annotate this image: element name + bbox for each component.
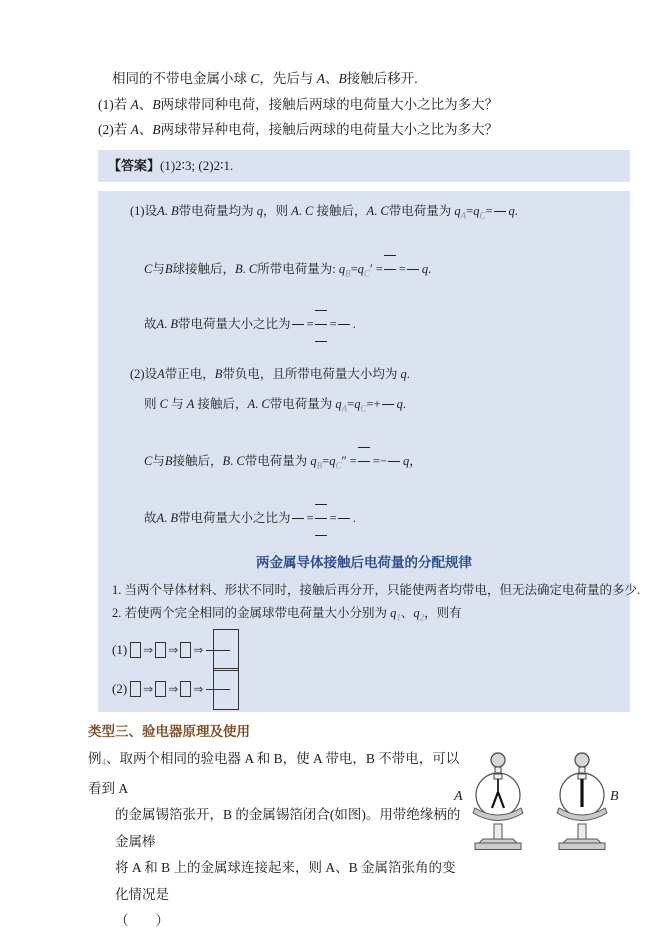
equation-diagram-1: [112, 628, 239, 672]
example-line-1-text: 、取两个相同的验电器 A 和 B，使 A 带电，B 不带电，可以看到 A: [88, 751, 460, 796]
fraction-bar: [291, 512, 307, 522]
fraction-bar: [383, 263, 399, 273]
double-arrow-icon: ⇒: [193, 643, 204, 657]
answer-bracket-slot: （ ）: [115, 913, 169, 928]
solution-line: (2)设A带正电，B带负电，且所带电荷量大小均为 q.: [130, 367, 410, 381]
electroscope-b-icon: [538, 750, 630, 853]
example-line-1: [88, 746, 468, 802]
diagram-label: (2): [112, 681, 128, 696]
intro-line: 相同的不带电金属小球 C，先后与 A、B接触后移开.: [112, 71, 418, 86]
example-number: 4: [101, 757, 106, 767]
fraction-bar: [406, 263, 422, 273]
solution-panel: [98, 191, 641, 712]
solution-line: (1)设A. B带电荷量均为 q，则 A. C 接触后，A. C带电荷量为 $q_A=q_C= q$.: [130, 204, 518, 221]
fraction-bar: [357, 455, 373, 465]
double-arrow-icon: ⇒: [143, 643, 154, 657]
electroscope-figures: [450, 750, 655, 855]
equation-placeholder-box: [180, 642, 191, 658]
fraction-bar: [314, 318, 330, 328]
answer-text: (1)2∶3; (2)2∶1.: [160, 158, 234, 173]
equation-placeholder-box: [155, 642, 166, 658]
fraction-bar: [387, 455, 403, 465]
electroscope-b-label: B: [610, 789, 619, 804]
solution-line: 故A. B带电荷量大小之比为 = = .: [144, 317, 356, 331]
type3-heading: 类型三、验电器原理及使用: [88, 724, 250, 739]
solution-line: 则 C 与 A 接触后，A. C带电荷量为 $q_A=q_C=+ q$.: [144, 397, 406, 414]
double-arrow-icon: ⇒: [143, 682, 154, 696]
fraction-bar: [337, 318, 353, 328]
solution-line: C与B球接触后，B. C所带电荷量为: $q_B=q_C'$ = = q.: [144, 262, 432, 279]
fraction-bar: [381, 398, 397, 408]
equation-placeholder-box: [130, 681, 141, 697]
fraction-bar: [314, 512, 330, 522]
example-paragraph: [88, 746, 468, 935]
rule-item-1: 1. 当两个导体材料、形状不同时，接触后再分开，只能使两者均带电，但无法确定电荷量的多少.: [112, 583, 641, 597]
equation-placeholder-fraction-box: [213, 629, 239, 671]
answer-strip: [98, 150, 630, 182]
example-prefix: 例: [88, 751, 102, 766]
equation-placeholder-box: [130, 642, 141, 658]
equation-placeholder-box: [180, 681, 191, 697]
example-line-3: 将 A 和 B 上的金属球连接起来，则 A、B 金属箔张角的变化情况是: [115, 860, 456, 902]
equation-placeholder-box: [155, 681, 166, 697]
question-block: [98, 66, 603, 143]
question-1: (1)若 A、B两球带同种电荷，接触后两球的电荷量大小之比为多大？: [98, 96, 499, 112]
example-line-2: 的金属锡箔张开，B 的金属锡箔闭合(如图)。用带绝缘柄的金属棒: [115, 807, 461, 849]
electroscope-a-icon: [450, 750, 542, 853]
double-arrow-icon: ⇒: [168, 682, 179, 696]
fraction-bar: [337, 512, 353, 522]
question-2: (2)若 A、B两球带异种电荷，接触后两球的电荷量大小之比为多大？: [98, 122, 499, 137]
electroscope-a-label: A: [454, 789, 463, 804]
rules-title: 两金属导体接触后电荷量的分配规律: [256, 555, 472, 570]
diagram-label: (1): [112, 642, 128, 657]
double-arrow-icon: ⇒: [193, 682, 204, 696]
equation-diagram-2: [112, 667, 239, 711]
rule-item-2: 2. 若使两个完全相同的金属球带电荷量大小分别为 $q_1$、$q_2$，则有: [112, 606, 462, 623]
double-arrow-icon: ⇒: [168, 643, 179, 657]
solution-line: 故A. B带电荷量大小之比为 = = .: [144, 511, 356, 525]
fraction-bar: [291, 318, 307, 328]
answer-label: 【答案】: [108, 158, 161, 173]
fraction-bar: [493, 205, 509, 215]
solution-line: C与B接触后，B. C带电荷量为 $q_B=q_C''$ = =− q，: [144, 454, 422, 471]
equation-placeholder-fraction-box: [213, 668, 239, 710]
